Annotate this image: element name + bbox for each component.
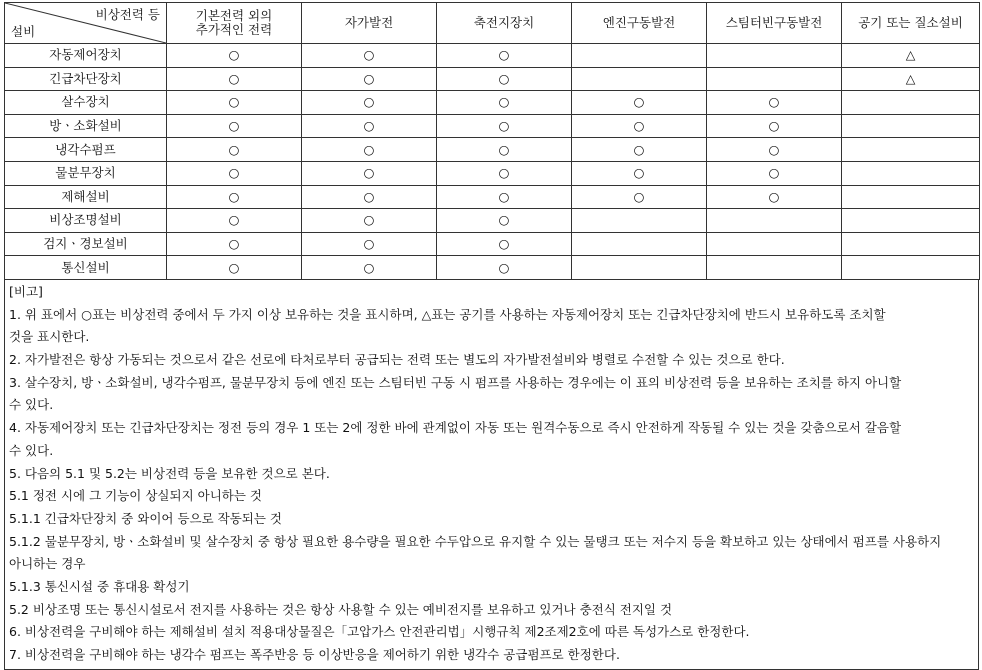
row-label: 물분무장치 [5, 161, 167, 185]
table-cell [572, 209, 707, 233]
note-line: 5.1.1 긴급차단장치 중 와이어 등으로 작동되는 것 [9, 510, 282, 526]
note-line: 1. 위 표에서 ○표는 비상전력 중에서 두 가지 이상 보유하는 것을 표시하며, △표는 공기를 사용하는 자동제어장치 또는 긴급차단장치에 반드시 보유하도록 조치할 [9, 306, 886, 322]
row-label: 냉각수펌프 [5, 138, 167, 162]
table-cell: △ [842, 67, 980, 91]
table-cell: ○ [302, 209, 437, 233]
table-cell: ○ [302, 256, 437, 280]
table-cell: ○ [437, 161, 572, 185]
column-header: 스팀터빈구동발전 [707, 3, 842, 44]
row-label: 통신설비 [5, 256, 167, 280]
note-line: 수 있다. [9, 397, 54, 413]
note-line: 2. 자가발전은 항상 가동되는 것으로서 같은 선로에 타처로부터 공급되는 전력 또는 별도의 자가발전설비와 병렬로 수전할 수 있는 것으로 한다. [9, 352, 785, 368]
table-cell [707, 44, 842, 68]
note-line: 5.2 비상조명 또는 통신시설로서 전지를 사용하는 것은 항상 사용할 수 있는 예비전지를 보유하고 있거나 충전식 전지일 것 [9, 601, 673, 617]
column-header-line: 추가적인 전력 [195, 22, 273, 37]
row-label: 제해설비 [5, 185, 167, 209]
table-row [5, 138, 980, 162]
table-cell [842, 161, 980, 185]
table-cell: ○ [572, 138, 707, 162]
note-line: 6. 비상전력을 구비해야 하는 제해설비 설치 적용대상물질은「고압가스 안전관리법」시행규칙 제2조제2호에 따른 독성가스로 한정한다. [9, 624, 750, 640]
emergency-power-table [4, 2, 980, 280]
column-header: 자가발전 [302, 3, 437, 44]
table-cell [572, 44, 707, 68]
corner-top-label: 비상전력 등 [95, 7, 160, 22]
note-line: 3. 살수장치, 방ㆍ소화설비, 냉각수펌프, 물분무장치 등에 엔진 또는 스팀터빈 구동 시 펌프를 사용하는 경우에는 이 표의 비상전력 등을 보유하는 조치를 하지 아니할 [9, 374, 902, 390]
column-header-line: 기본전력 외의 [195, 8, 273, 23]
table-cell: ○ [302, 114, 437, 138]
table-cell [572, 256, 707, 280]
table-cell: ○ [167, 114, 302, 138]
column-header: 축전지장치 [437, 3, 572, 44]
row-label: 자동제어장치 [5, 44, 167, 68]
table-cell: ○ [707, 138, 842, 162]
row-label: 살수장치 [5, 91, 167, 115]
table-cell: ○ [167, 185, 302, 209]
table-cell: ○ [302, 232, 437, 256]
column-header [167, 3, 302, 44]
table-cell [707, 209, 842, 233]
table-cell: ○ [437, 232, 572, 256]
table-cell: ○ [167, 209, 302, 233]
table-cell [842, 114, 980, 138]
table-cell [707, 256, 842, 280]
table-cell: ○ [437, 256, 572, 280]
table-cell [842, 232, 980, 256]
table-cell [707, 67, 842, 91]
table-row [5, 44, 980, 68]
table-cell: ○ [437, 44, 572, 68]
corner-header-cell [5, 3, 167, 44]
document [4, 2, 979, 670]
table-cell: ○ [572, 185, 707, 209]
table-cell: ○ [707, 161, 842, 185]
table-cell [842, 185, 980, 209]
table-cell: ○ [167, 44, 302, 68]
table-cell: ○ [167, 161, 302, 185]
note-line: 5.1 정전 시에 그 기능이 상실되지 아니하는 것 [9, 488, 262, 504]
table-cell: ○ [437, 91, 572, 115]
row-label: 방ㆍ소화설비 [5, 114, 167, 138]
column-header: 엔진구동발전 [572, 3, 707, 44]
table-cell: ○ [167, 256, 302, 280]
table-row [5, 161, 980, 185]
table-cell: ○ [302, 138, 437, 162]
note-line: 5. 다음의 5.1 및 5.2는 비상전력 등을 보유한 것으로 본다. [9, 465, 330, 481]
table-cell: ○ [572, 161, 707, 185]
table-cell: ○ [302, 91, 437, 115]
note-line: 7. 비상전력을 구비해야 하는 냉각수 펌프는 폭주반응 등 이상반응을 제어하기 위한 냉각수 공급펌프로 한정한다. [9, 647, 620, 663]
table-cell: ○ [572, 114, 707, 138]
column-header: 공기 또는 질소설비 [842, 3, 980, 44]
table-row [5, 232, 980, 256]
table-cell: △ [842, 44, 980, 68]
table-cell: ○ [167, 67, 302, 91]
table-cell: ○ [302, 161, 437, 185]
table-cell [842, 91, 980, 115]
table-cell [842, 209, 980, 233]
table-cell [707, 232, 842, 256]
table-cell [842, 256, 980, 280]
table-cell: ○ [302, 44, 437, 68]
table-row [5, 91, 980, 115]
table-cell: ○ [437, 185, 572, 209]
table-body [5, 44, 980, 280]
row-label: 검지ㆍ경보설비 [5, 232, 167, 256]
table-cell: ○ [302, 67, 437, 91]
table-cell: ○ [167, 232, 302, 256]
table-cell [572, 232, 707, 256]
table-row [5, 185, 980, 209]
table-cell: ○ [437, 209, 572, 233]
table-cell: ○ [707, 114, 842, 138]
note-line: 5.1.3 통신시설 중 휴대용 확성기 [9, 579, 190, 595]
table-row [5, 67, 980, 91]
table-cell [842, 138, 980, 162]
table-cell [572, 67, 707, 91]
table-cell: ○ [437, 114, 572, 138]
table-cell: ○ [707, 91, 842, 115]
table-cell: ○ [302, 185, 437, 209]
table-cell: ○ [437, 138, 572, 162]
row-label: 긴급차단장치 [5, 67, 167, 91]
table-cell: ○ [707, 185, 842, 209]
header-row [5, 3, 980, 44]
table-cell: ○ [167, 138, 302, 162]
note-line: 것을 표시한다. [9, 329, 90, 345]
table-cell: ○ [167, 91, 302, 115]
table-cell: ○ [572, 91, 707, 115]
notes-section [4, 280, 979, 670]
row-label: 비상조명설비 [5, 209, 167, 233]
table-row [5, 256, 980, 280]
note-line: 4. 자동제어장치 또는 긴급차단장치는 정전 등의 경우 1 또는 2에 정한 바에 관계없이 자동 또는 원격수동으로 즉시 안전하게 작동될 수 있는 것을 갖춤으로서 갈음할 [9, 420, 902, 436]
note-line: 수 있다. [9, 442, 54, 458]
corner-bottom-label: 설비 [11, 24, 36, 39]
note-line: 아니하는 경우 [9, 556, 86, 572]
notes-heading: [비고] [9, 283, 43, 299]
note-line: 5.1.2 물분무장치, 방ㆍ소화설비 및 살수장치 중 항상 필요한 용수량을 필요한 수두압으로 유지할 수 있는 물탱크 또는 저수지 등을 확보하고 있는 상태에서 펌프를 사용하지 [9, 533, 942, 549]
table-cell: ○ [437, 67, 572, 91]
table-row [5, 209, 980, 233]
table-row [5, 114, 980, 138]
